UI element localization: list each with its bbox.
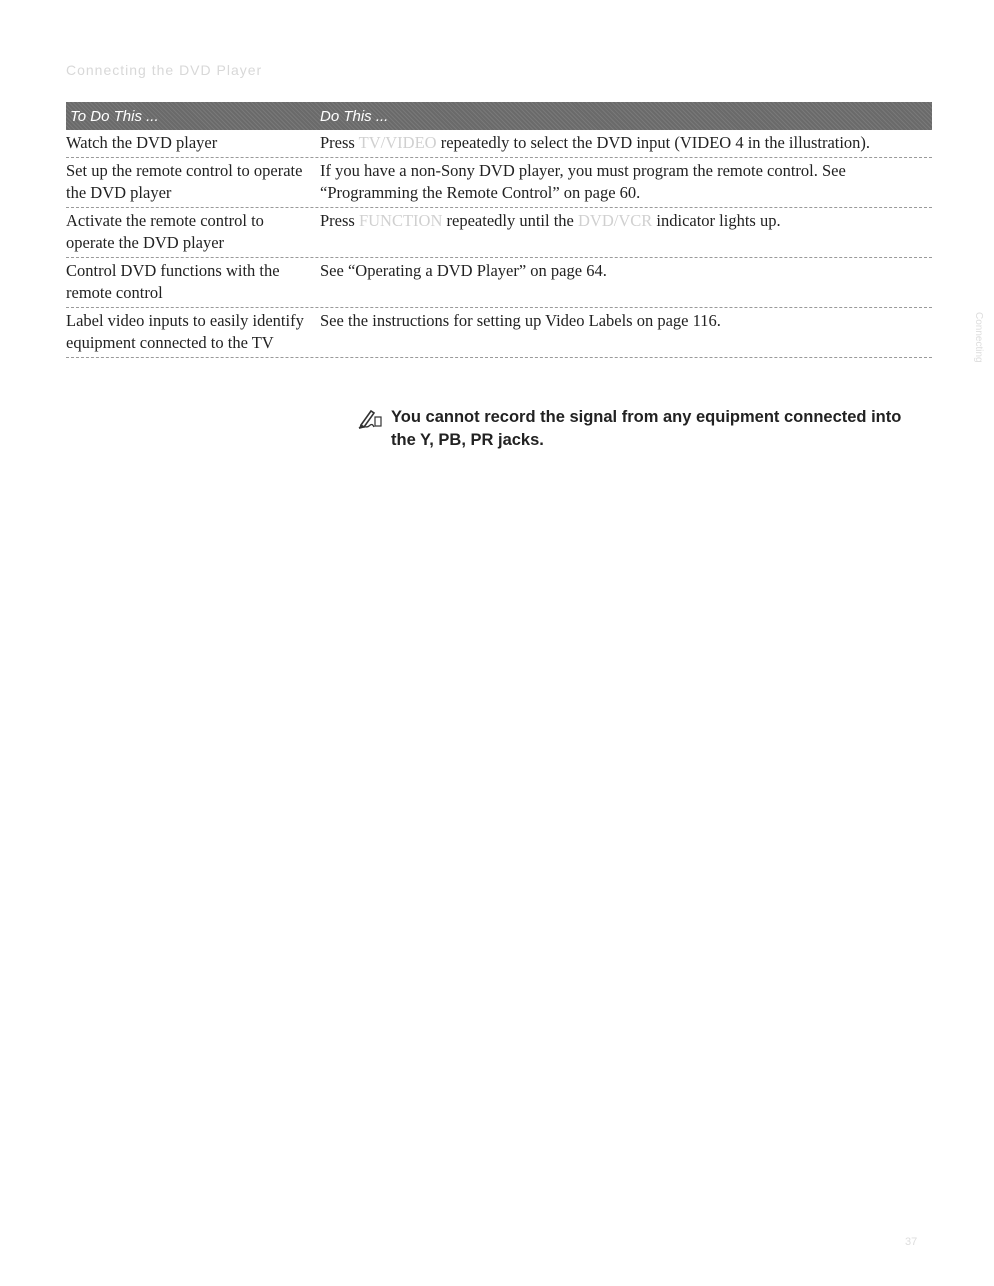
action-cell: Press TV/VIDEO repeatedly to select the DVD input (VIDEO 4 in the illustration).	[320, 133, 871, 152]
action-cell: See the instructions for setting up Video Labels on page 116.	[320, 311, 721, 330]
note-pencil-icon	[357, 407, 383, 429]
task-cell: Set up the remote control to operate the DVD player	[66, 161, 303, 202]
note-text: You cannot record the signal from any equipment connected into the Y, PB, PR jacks.	[391, 408, 902, 449]
pb-jack-label: PB	[438, 431, 462, 449]
task-cell: Label video inputs to easily identify equipment connected to the TV	[66, 311, 304, 352]
faint-button-label: FUNCTION	[358, 211, 443, 230]
task-cell: Control DVD functions with the remote control	[66, 261, 280, 302]
pr-jack-label: PR	[470, 431, 494, 449]
faint-button-label: TV/VIDEO	[358, 133, 437, 152]
faint-indicator-label: DVD/VCR	[578, 211, 653, 230]
note	[357, 406, 917, 452]
table-row	[66, 130, 932, 158]
header-to-do-this: To Do This ...	[70, 107, 159, 125]
side-tab: Connecting	[973, 312, 984, 363]
task-cell: Activate the remote control to operate the DVD player	[66, 211, 264, 252]
table-row	[66, 308, 932, 358]
table-row	[66, 158, 932, 208]
page-header: Connecting the DVD Player	[66, 62, 263, 78]
page-number: 37	[905, 1236, 918, 1248]
instructions-table	[66, 102, 932, 358]
action-cell: See “Operating a DVD Player” on page 64.	[320, 261, 607, 280]
table-header	[66, 102, 932, 130]
task-cell: Watch the DVD player	[66, 133, 218, 152]
action-cell: If you have a non-Sony DVD player, you must program the remote control. See “Programming the Remote Control” on page 60.	[320, 161, 846, 202]
table-row	[66, 208, 932, 258]
action-cell: Press FUNCTION repeatedly until the DVD/VCR indicator lights up.	[320, 211, 781, 230]
header-do-this: Do This ...	[320, 107, 389, 125]
table-row	[66, 258, 932, 308]
